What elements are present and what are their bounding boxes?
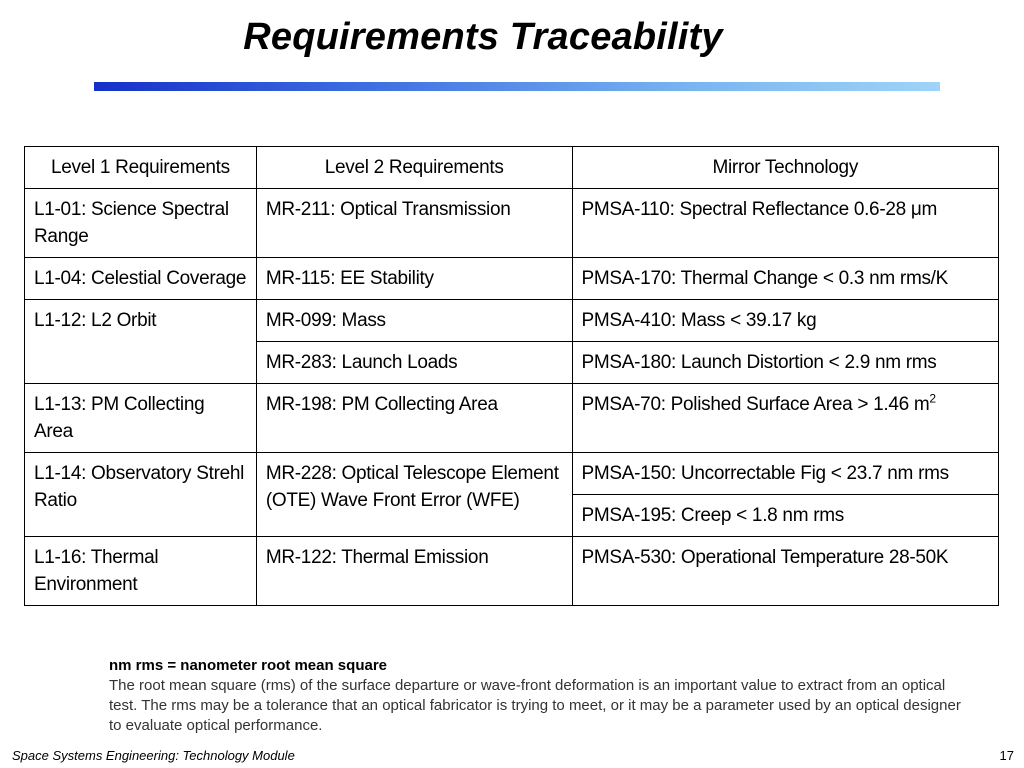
level2-cell: MR-099: Mass	[256, 300, 572, 342]
level2-cell: MR-228: Optical Telescope Element (OTE) Wave Front Error (WFE)	[256, 453, 572, 537]
level1-cell: L1-14: Observatory Strehl Ratio	[25, 453, 257, 537]
mirror-tech-cell	[572, 384, 999, 453]
level1-cell: L1-13: PM Collecting Area	[25, 384, 257, 453]
mirror-tech-cell: PMSA-530: Operational Temperature 28-50K	[572, 537, 999, 606]
table-row	[25, 258, 999, 300]
mirror-tech-cell: PMSA-150: Uncorrectable Fig < 23.7 nm rms	[572, 453, 999, 495]
table-row	[25, 300, 999, 342]
traceability-table	[24, 146, 999, 606]
header-mirror-technology: Mirror Technology	[572, 147, 999, 189]
mirror-tech-cell: PMSA-170: Thermal Change < 0.3 nm rms/K	[572, 258, 999, 300]
table-row	[25, 384, 999, 453]
table-header-row	[25, 147, 999, 189]
level2-cell: MR-115: EE Stability	[256, 258, 572, 300]
footnote-heading: nm rms = nanometer root mean square	[109, 657, 387, 674]
footer-course-title: Space Systems Engineering: Technology Module	[12, 748, 295, 763]
title-underline-bar	[94, 82, 940, 91]
table-row	[25, 189, 999, 258]
level1-cell: L1-12: L2 Orbit	[25, 300, 257, 384]
level2-cell: MR-211: Optical Transmission	[256, 189, 572, 258]
level2-cell: MR-283: Launch Loads	[256, 342, 572, 384]
slide-title: Requirements Traceability	[243, 16, 723, 58]
level2-cell: MR-122: Thermal Emission	[256, 537, 572, 606]
footnote	[109, 656, 969, 736]
table-row	[25, 453, 999, 495]
mirror-tech-text: PMSA-70: Polished Surface Area > 1.46 m	[581, 394, 930, 415]
header-level2: Level 2 Requirements	[256, 147, 572, 189]
mirror-tech-cell: PMSA-180: Launch Distortion < 2.9 nm rms	[572, 342, 999, 384]
level1-cell: L1-16: Thermal Environment	[25, 537, 257, 606]
superscript-exponent: 2	[929, 391, 936, 406]
level2-cell: MR-198: PM Collecting Area	[256, 384, 572, 453]
mirror-tech-cell: PMSA-410: Mass < 39.17 kg	[572, 300, 999, 342]
footer-page-number: 17	[999, 748, 1014, 763]
header-level1: Level 1 Requirements	[25, 147, 257, 189]
level1-cell: L1-04: Celestial Coverage	[25, 258, 257, 300]
table-row	[25, 537, 999, 606]
level1-cell: L1-01: Science Spectral Range	[25, 189, 257, 258]
footnote-body: The root mean square (rms) of the surface departure or wave-front deformation is an important value to extract from an optical test. The rms may be a tolerance that an optical fabricator is trying to meet, or it may be a parameter used by an optical designer to evaluate optical performance.	[109, 677, 961, 734]
mirror-tech-cell: PMSA-110: Spectral Reflectance 0.6-28 μm	[572, 189, 999, 258]
mirror-tech-cell: PMSA-195: Creep < 1.8 nm rms	[572, 495, 999, 537]
